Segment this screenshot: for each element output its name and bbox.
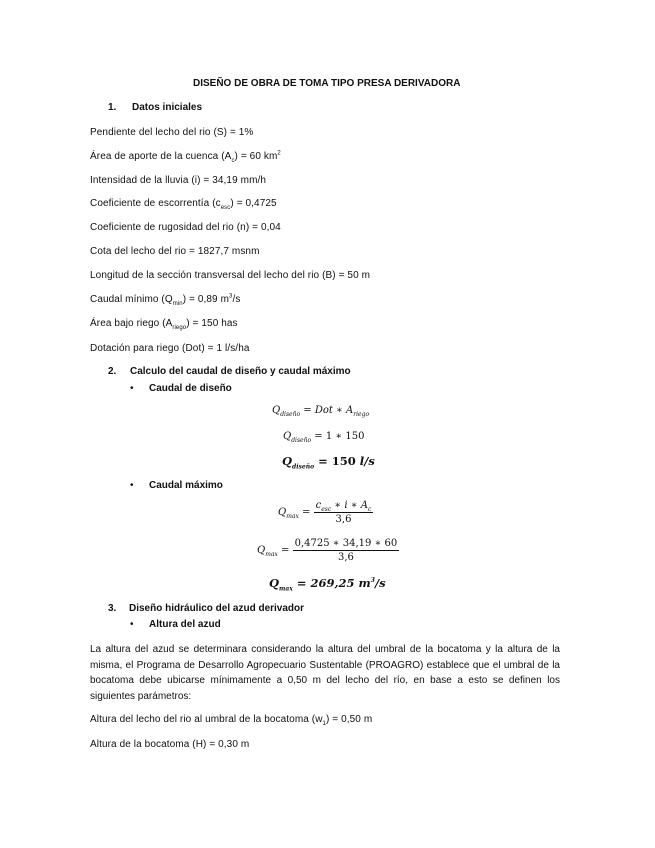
equation-max-flow-formula: $Q_{max}$ = $\frac{c_{esc} ∗ i ∗ A_c}{3,6}$	[278, 500, 372, 525]
data-item-riverbed-elevation: Cota del lecho del rio = 1827,7 msnm	[90, 246, 260, 257]
equation-max-flow-result: $Q_{max} = 269,25$ $m^3/s$	[269, 576, 386, 593]
bullet-icon: •	[130, 480, 134, 491]
section-3-number: 3.	[108, 603, 117, 614]
section-3-heading: Diseño hidráulico del azud derivador	[129, 603, 305, 614]
data-item-basin-area: Área de aporte de la cuenca $(A_c) = 60$ $km^2$	[90, 150, 281, 164]
bullet-icon: •	[130, 619, 134, 630]
section-1-heading: Datos iniciales	[132, 102, 203, 113]
section-2-heading: Calculo del caudal de diseño y caudal máximo	[130, 366, 351, 377]
data-item-runoff-coefficient: Coeficiente de escorrentía $(c_{esc}) = 0,4725$	[90, 198, 277, 211]
section-2-number: 2.	[108, 366, 117, 377]
bullet-icon: •	[130, 383, 134, 394]
data-item-irrigation-allocation: Dotación para riego (Dot) = 1 l/s/ha	[90, 343, 250, 354]
section-1-number: 1.	[108, 102, 117, 113]
data-item-roughness: Coeficiente de rugosidad del rio (n) = 0,04	[90, 222, 281, 233]
equation-design-flow-result: $Q_{diseño} = 150$ l/s	[282, 454, 375, 471]
data-item-slope: Pendiente del lecho del rio (S) = 1%	[90, 127, 254, 138]
weir-height-paragraph: La altura del azud se determinara considerando la altura del umbral de la bocatoma y la altura de la misma, el Programa de Desarrollo Agropecuario Sustentable (PROAGRO) establece que el umbral de la bocatoma debe ubicarse mínimamente a 0,50 m del lecho del río, en base a esto se definen los siguientes parámetros:	[90, 644, 560, 702]
param-intake-height: Altura de la bocatoma (H) = 0,30 m	[90, 739, 250, 750]
page-title: DISEÑO DE OBRA DE TOMA TIPO PRESA DERIVADORA	[193, 78, 461, 89]
data-item-min-flow: Caudal mínimo $(Q_{min}) = 0,89$ $m^3/s$	[90, 293, 241, 307]
subheading-design-flow: Caudal de diseño	[149, 383, 232, 394]
data-item-section-length: Longitud de la sección transversal del lecho del rio (B) = 50 m	[90, 270, 371, 281]
equation-design-flow-substitution: $Q_{diseño} = 1$ ∗ 150	[283, 431, 365, 444]
subheading-max-flow: Caudal máximo	[149, 480, 223, 491]
data-item-rain-intensity: Intensidad de la lluvia (i) = 34,19 mm/h	[90, 175, 267, 186]
data-item-irrigated-area: Área bajo riego $(A_{riego}) = 150$ has	[90, 318, 238, 331]
equation-design-flow-formula: $Q_{diseño}$ = Dot ∗ $A_{riego}$	[272, 405, 370, 418]
param-riverbed-to-intake-sill: Altura del lecho del rio al umbral de la bocatoma $(w_1) = 0,50$ m	[90, 714, 373, 727]
equation-max-flow-substitution: $Q_{max}$ = $\frac{0,4725 ∗ 34,19 ∗ 60}{3,6}$	[257, 538, 398, 563]
subheading-weir-height: Altura del azud	[149, 619, 221, 630]
